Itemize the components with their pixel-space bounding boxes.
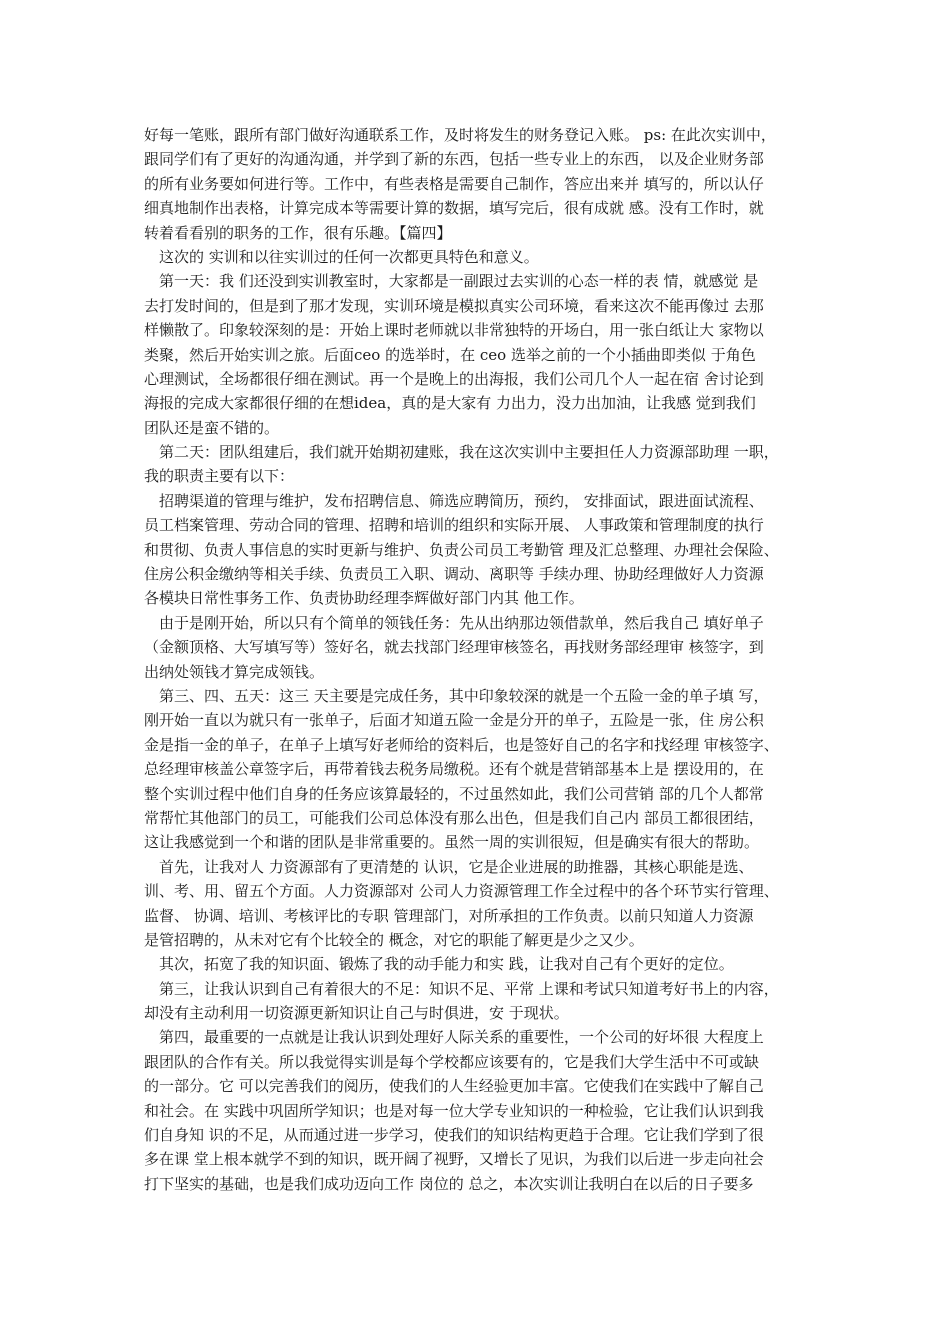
text-line: 们自身知 识的不足，从而通过进一步学习，使我们的知识结构更趋于合理。它让我们学到了很: [144, 1126, 764, 1145]
text-line: 第三，让我认识到自己有着很大的不足：知识不足、平常 上课和考试只知道考好书上的内容，: [159, 979, 779, 998]
text-line: 类聚，然后开始实训之旅。后面ceo 的选举时，在 ceo 选举之前的一个小插曲即类似 于角色: [144, 345, 756, 364]
text-line: 首先，让我对人 力资源部有了更清楚的 认识，它是企业进展的助推器，其核心职能是选、: [159, 857, 754, 876]
text-line: 却没有主动利用一切资源更新知识让自己与时俱进，安 于现状。: [144, 1004, 569, 1023]
text-line: 样懒散了。印象较深刻的是：开始上课时老师就以非常独特的开场白，用一张白纸让大 家物以: [144, 321, 764, 340]
text-line: 监督、 协调、培训、考核评比的专职 管理部门，对所承担的工作负责。以前只知道人力资源: [144, 906, 754, 925]
text-line: 和社会。在 实践中巩固所学知识；也是对每一位大学专业知识的一种检验，它让我们认识到我: [144, 1101, 764, 1120]
text-line: 转着看看别的职务的工作，很有乐趣。【篇四】: [144, 223, 452, 242]
text-line: 的所有业务要如何进行等。工作中，有些表格是需要自己制作，答应出来并 填写的，所以认仔: [144, 174, 764, 193]
text-line: 第二天：团队组建后，我们就开始期初建账，我在这次实训中主要担任人力资源部助理 一职，: [159, 443, 779, 462]
text-line: 好每一笔账，跟所有部门做好沟通联系工作，及时将发生的财务登记入账。 ps: 在此次实训中，: [144, 126, 776, 144]
text-line: 员工档案管理、劳动合同的管理、招聘和培训的组织和实际开展、 人事政策和管理制度的执行: [144, 516, 764, 535]
text-line: 这让我感觉到一个和谐的团队是非常重要的。虽然一周的实训很短，但是确实有很大的帮助。: [144, 833, 760, 852]
text-line: 和贯彻、负责人事信息的实时更新与维护、负责公司员工考勤管 理及汇总整理、办理社会保险、: [144, 540, 779, 559]
text-line: 的一部分。它 可以完善我们的阅历，使我们的人生经验更加丰富。它使我们在实践中了解自己: [144, 1077, 764, 1096]
document-body: [144, 123, 810, 1196]
text-line: 由于是刚开始，所以只有个简单的领钱任务：先从出纳那边领借款单，然后我自己 填好单子: [159, 613, 764, 632]
text-line: 海报的完成大家都很仔细的在想idea，真的是大家有 力出力，没力出加油，让我感 觉到我们: [144, 394, 756, 413]
text-line: 第三、四、五天：这三 天主要是完成任务，其中印象较深的就是一个五险一金的单子填 写，: [159, 686, 769, 705]
text-line: 团队还是蛮不错的。: [144, 418, 280, 437]
text-line: 我的职责主要有以下：: [144, 467, 295, 486]
text-line: 第四，最重要的一点就是让我认识到处理好人际关系的重要性，一个公司的好坏很 大程度上: [159, 1028, 764, 1047]
text-line: 去打发时间的，但是到了那才发现，实训环境是模拟真实公司环境，看来这次不能再像过 去那: [144, 296, 764, 315]
text-line: 常帮忙其他部门的员工，可能我们公司总体没有那么出色，但是我们自己内 部员工都很团结，: [144, 808, 764, 827]
text-line: 打下坚实的基础，也是我们成功迈向工作 岗位的 总之，本次实训让我明白在以后的日子要多: [144, 1174, 754, 1193]
text-line: 心理测试，全场都很仔细在测试。再一个是晚上的出海报，我们公司几个人一起在宿 舍讨论到: [144, 369, 764, 388]
text-line: 跟团队的合作有关。所以我觉得实训是每个学校都应该要有的，它是我们大学生活中不可或缺: [144, 1052, 760, 1071]
text-line: 跟同学们有了更好的沟通沟通，并学到了新的东西，包括一些专业上的东西， 以及企业财务部: [144, 150, 764, 169]
text-line: 整个实训过程中他们自身的任务应该算最轻的，不过虽然如此，我们公司营销 部的几个人都常: [144, 784, 764, 803]
text-line: 总经理审核盖公章签字后，再带着钱去税务局缴税。还有个就是营销部基本上是 摆设用的，在: [144, 760, 764, 779]
text-line: 多在课 堂上根本就学不到的知识，既开阔了视野，又增长了见识，为我们以后进一步走向社会: [144, 1150, 764, 1169]
text-line: 其次，拓宽了我的知识面、锻炼了我的动手能力和实 践，让我对自己有个更好的定位。: [159, 955, 734, 974]
text-line: 住房公积金缴纳等相关手续、负责员工入职、调动、离职等 手续办理、协助经理做好人力资源: [144, 565, 764, 584]
text-line: 刚开始一直以为就只有一张单子，后面才知道五险一金是分开的单子，五险是一张，住 房公积: [144, 711, 764, 730]
text-line: 是管招聘的，从未对它有个比较全的 概念，对它的职能了解更是少之又少。: [144, 930, 644, 949]
text-line: 这次的 实训和以往实训过的任何一次都更具特色和意义。: [159, 247, 539, 266]
text-line: 细真地制作出表格，计算完成本等需要计算的数据，填写完后，很有成就 感。没有工作时，就: [144, 199, 764, 218]
text-line: 招聘渠道的管理与维护，发布招聘信息、筛选应聘简历，预约， 安排面试，跟进面试流程、: [159, 491, 764, 510]
text-line: （金额顶格、大写填写等）签好名，就去找部门经理审核签名，再找财务部经理审 核签字，到: [144, 638, 764, 657]
text-line: 第一天：我 们还没到实训教室时，大家都是一副跟过去实训的心态一样的表 情，就感觉 是: [159, 272, 759, 291]
text-line: 各模块日常性事务工作、负责协助经理李辉做好部门内其 他工作。: [144, 589, 584, 608]
text-line: 训、考、用、留五个方面。人力资源部对 公司人力资源管理工作全过程中的各个环节实行管理、: [144, 882, 779, 901]
text-line: 出纳处领钱才算完成领钱。: [144, 662, 325, 681]
text-line: 金是指一金的单子，在单子上填写好老师给的资料后，也是签好自己的名字和找经理 审核签字、: [144, 735, 779, 754]
